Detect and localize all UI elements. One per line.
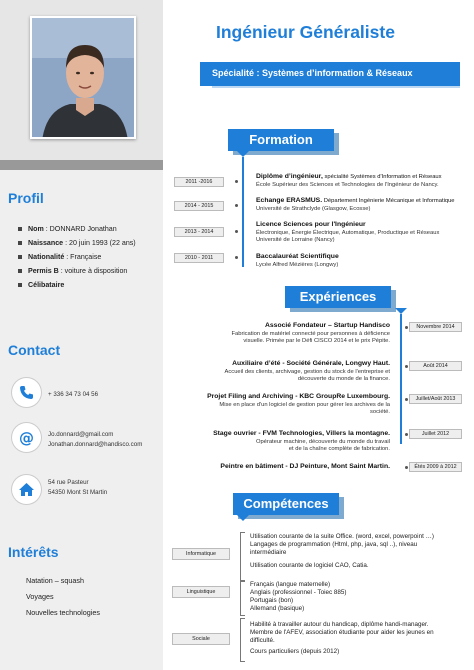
email-primary[interactable]: Jo.donnard@gmail.com xyxy=(48,431,114,438)
skill-line: Utilisation courante de logiciel CAO, Catia. xyxy=(250,562,369,569)
interest-item: Nouvelles technologies xyxy=(26,608,100,617)
experience-date: Novembre 2014 xyxy=(409,322,462,332)
experience-desc: Opérateur machine, découverte du monde du travail xyxy=(255,439,390,445)
competences-heading: Compétences xyxy=(233,493,339,515)
experience-title: Peintre en bâtiment - DJ Peinture, Mont Saint Martin. xyxy=(220,463,390,470)
specialty-underline xyxy=(212,86,460,88)
profile-photo xyxy=(30,16,136,139)
profil-item: Nom : DONNARD Jonathan xyxy=(28,222,160,236)
experience-date: Étés 2009 à 2012 xyxy=(409,462,462,472)
skill-line: Anglais (professionnel - Toiec 885) xyxy=(250,589,347,596)
svg-text:@: @ xyxy=(19,429,34,446)
skill-line: Utilisation courante de la suite Office. (word, excel, powerpoint …) xyxy=(250,533,434,540)
skill-line: intermédiaire xyxy=(250,549,287,556)
formation-desc: Électronique, Énergie Électrique, Automatique, Productique et Réseaux xyxy=(256,230,440,236)
at-icon xyxy=(12,423,41,452)
formation-desc: École Supérieur des Sciences et Technologies de l'Ingénieur de Nancy. xyxy=(256,182,439,188)
formation-desc: Université de Strathclyde (Glasgow, Ecosse) xyxy=(256,206,371,212)
profil-item: Nationalité : Française xyxy=(28,250,160,264)
experience-date: Août 2014 xyxy=(409,361,462,371)
home-icon xyxy=(12,475,41,504)
skill-line: Portugais (bon) xyxy=(250,597,294,604)
profil-item: Naissance : 20 juin 1993 (22 ans) xyxy=(28,236,160,250)
address-line-2: 54350 Mont St Martin xyxy=(48,489,108,496)
experiences-heading: Expériences xyxy=(285,286,391,308)
skill-line: Allemand (basique) xyxy=(250,605,305,612)
experience-title: Projet Filing and Archiving - KBC GroupRe Luxembourg. xyxy=(207,393,390,400)
experience-title: Associé Fondateur – Startup Handisco xyxy=(264,322,390,329)
skill-line: Cours particuliers (depuis 2012) xyxy=(250,648,340,655)
formation-date: 2011 -2016 xyxy=(174,177,224,187)
experience-title: Auxiliaire d’été - Société Générale, Longwy Haut. xyxy=(232,360,390,367)
skill-line: difficulté. xyxy=(250,637,275,644)
formation-title: Baccalauréat Scientifique xyxy=(256,253,339,260)
profil-list xyxy=(28,222,160,292)
interest-item: Natation – squash xyxy=(26,576,84,585)
phone-number: + 336 34 73 04 56 xyxy=(48,391,99,398)
experience-desc: Accueil des clients, archivage, gestion du stock de l'entreprise et xyxy=(224,369,390,375)
email-secondary[interactable]: Jonathan.donnard@handisco.com xyxy=(48,441,143,448)
contact-address xyxy=(12,475,162,505)
skill-line: Membre de l'AFEV, association étudiante pour aider les jeunes en xyxy=(250,629,434,636)
competences-arrow xyxy=(237,515,249,521)
sidebar-divider xyxy=(0,160,163,170)
formation-desc: Université de Lorraine (Nancy) xyxy=(256,237,335,243)
skill-category: Informatique xyxy=(172,548,230,560)
skill-line: Français (langue maternelle) xyxy=(250,581,331,588)
experience-date: Juillet 2012 xyxy=(409,429,462,439)
experience-desc: visuelle. Primée par le Défi CISCO 2014 et le prix Pépite. xyxy=(243,338,390,344)
profil-item: Permis B : voiture à disposition xyxy=(28,264,160,278)
specialty-text: Spécialité : Systèmes d’information & Réseaux xyxy=(212,68,413,78)
profil-title: Profil xyxy=(8,190,44,206)
address-line-1: 54 rue Pasteur xyxy=(48,479,89,486)
formation-title: Echange ERASMUS. Département Ingénierie Mécanique et Informatique xyxy=(256,197,455,204)
formation-title: Diplôme d’ingénieur, spécialité Systèmes d'Information et Réseaux xyxy=(256,173,442,180)
experiences-timeline xyxy=(400,314,402,444)
experience-date: Juillet/Août 2013 xyxy=(409,394,462,404)
experience-desc: et de la chaîne complète de fabrication. xyxy=(288,446,390,452)
formation-date: 2010 - 2011 xyxy=(174,253,224,263)
skill-line: Habilité à travailler autour du handicap, diplôme handi-manager. xyxy=(250,621,429,628)
experience-title: Stage ouvrier - FVM Technologies, Villers la montagne. xyxy=(213,430,390,437)
profil-item: Célibataire xyxy=(28,278,160,292)
contact-phone xyxy=(12,378,162,408)
skill-category: Linguistique xyxy=(172,586,230,598)
contact-title: Contact xyxy=(8,342,61,358)
experience-desc: Fabrication de matériel connecté pour personnes à déficience xyxy=(231,331,390,337)
interets-title: Intérêts xyxy=(8,544,59,560)
page-title: Ingénieur Généraliste xyxy=(216,22,395,42)
experience-desc: société. xyxy=(370,409,390,415)
formation-timeline xyxy=(242,157,244,267)
formation-heading: Formation xyxy=(228,129,334,151)
phone-icon xyxy=(12,378,41,407)
formation-date: 2014 - 2015 xyxy=(174,201,224,211)
skill-category: Sociale xyxy=(172,633,230,645)
experience-desc: Mise en place d'un logiciel de gestion pour gérer les archives de la xyxy=(219,402,390,408)
formation-title: Licence Sciences pour l'Ingénieur xyxy=(256,221,366,228)
skill-line: Langages de programmation (Html, php, java, sql ..), niveau xyxy=(250,541,418,548)
formation-desc: Lycée Alfred Mézières (Longwy) xyxy=(256,262,339,268)
interest-item: Voyages xyxy=(26,592,54,601)
formation-date: 2013 - 2014 xyxy=(174,227,224,237)
experience-desc: découverte du monde de la finance. xyxy=(297,376,390,382)
contact-email xyxy=(12,423,162,453)
